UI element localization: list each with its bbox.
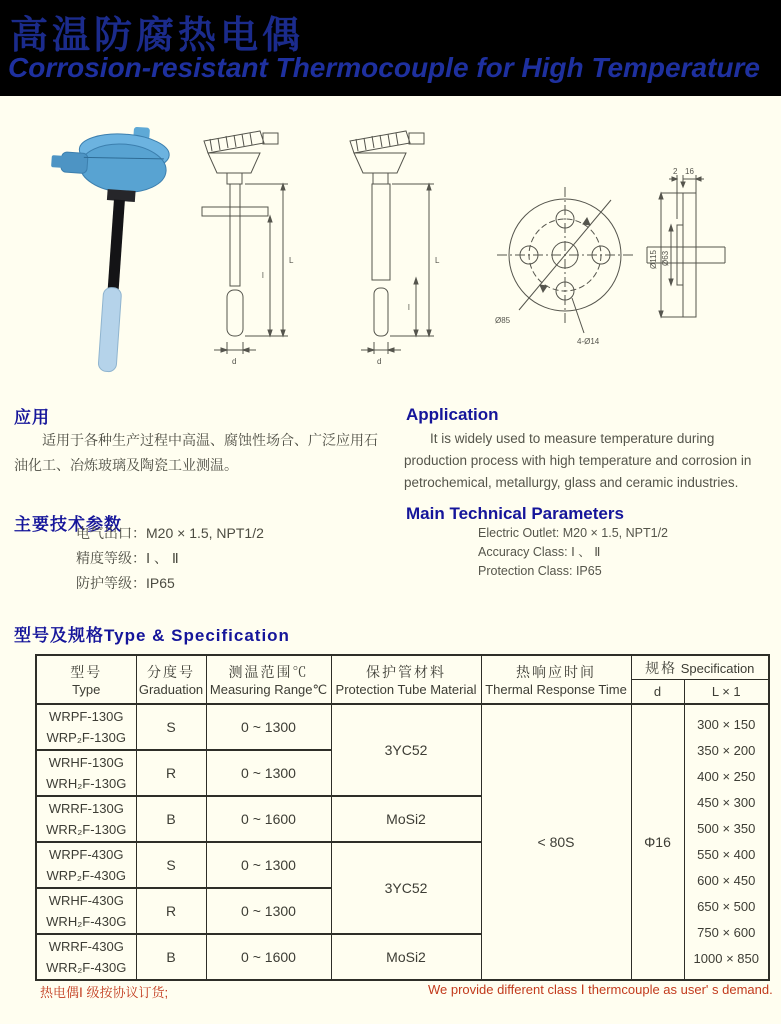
col-header-graduation: 分度号 Graduation — [136, 655, 206, 704]
flange-bolt-circle-label: Ø85 — [495, 316, 511, 325]
footer-note-cn: 热电偶Ⅰ 级按协议订货; — [40, 985, 169, 1000]
model-cell: WRHF-430G WRH₂F-430G — [36, 888, 136, 934]
flange-od-label: Ø115 — [649, 250, 658, 269]
page-header — [0, 0, 781, 96]
spec-heading-en: Type & Specification — [104, 626, 290, 645]
range-cell: 0 ~ 1300 — [206, 888, 331, 934]
drawing2-well — [372, 184, 390, 280]
parameters-list-en: Electric Outlet: M20 × 1.5, NPT1/2 Accuracy Class: Ⅰ 、 Ⅱ Protection Class: IP65 — [478, 526, 669, 578]
graduation-cell: S — [136, 704, 206, 750]
material-cell: 3YC52 — [331, 842, 481, 934]
flange-side-plate — [683, 193, 696, 317]
table-row — [36, 704, 769, 750]
col-header-range: 测温范围℃ Measuring Range℃ — [206, 655, 331, 704]
drawing1-dim-l-label: l — [262, 271, 264, 280]
response-time-cell: < 80S — [481, 704, 631, 980]
spec-table — [35, 654, 770, 981]
col-header-material: 保护管材料 Protection Tube Material — [331, 655, 481, 704]
drawing1-head-body — [208, 153, 260, 173]
col-header-lx1: L × 1 — [684, 680, 769, 705]
photo-stem — [107, 200, 125, 295]
flange-dimension-drawing — [485, 165, 747, 355]
application-heading-en: Application — [406, 405, 499, 424]
col-header-specification: 规格 Specification — [631, 655, 769, 680]
range-cell: 0 ~ 1600 — [206, 934, 331, 980]
model-cell: WRHF-130G WRH₂F-130G — [36, 750, 136, 796]
parameters-heading-cn: 主要技术参数 — [14, 515, 122, 534]
range-cell: 0 ~ 1600 — [206, 796, 331, 842]
photo-connector-nut — [51, 155, 64, 168]
flange-thickness-label: 16 — [685, 167, 694, 176]
material-cell: 3YC52 — [331, 704, 481, 796]
drawing2-screw-cap — [350, 131, 410, 153]
page-title-english: Corrosion-resistant Thermocouple for High Temperature — [8, 52, 760, 83]
photo-ceramic-probe — [98, 287, 122, 372]
flange-holes-label: 4-Ø14 — [577, 337, 600, 346]
photo-side-connector — [61, 152, 88, 174]
drawing1-conduit-fitting — [263, 133, 278, 144]
graduation-cell: R — [136, 750, 206, 796]
range-cell: 0 ~ 1300 — [206, 842, 331, 888]
length-spec-cell: 300 × 150 350 × 200 400 × 250 450 × 300 500 × 350 550 × 400 600 × 450 650 × 500 750 × 600 1000 × 850 — [684, 704, 769, 980]
drawing1-dim-d-label: d — [232, 357, 237, 366]
flange-hub-thickness-label: 2 — [673, 167, 678, 176]
drawing1-screw-cap — [204, 131, 264, 153]
graduation-cell: S — [136, 842, 206, 888]
graduation-cell: B — [136, 934, 206, 980]
thermocouple-drawing-flanged — [190, 128, 302, 380]
flange-side-hub — [677, 225, 683, 285]
application-body-en: It is widely used to measure temperature during production process with high temperature and corrosion in petrochemical, metallurgy, glass and ceramic industries. — [404, 431, 752, 490]
flange-diagonal-dim — [519, 200, 611, 310]
spec-heading — [14, 621, 290, 646]
drawing1-neck — [227, 173, 242, 184]
diameter-cell: Φ16 — [631, 704, 684, 980]
drawing2-tip — [374, 288, 388, 336]
range-cell: 0 ~ 1300 — [206, 750, 331, 796]
graduation-cell: B — [136, 796, 206, 842]
range-cell: 0 ~ 1300 — [206, 704, 331, 750]
model-cell: WRPF-430G WRP₂F-430G — [36, 842, 136, 888]
model-cell: WRRF-130G WRR₂F-130G — [36, 796, 136, 842]
application-heading-cn: 应用 — [14, 408, 50, 427]
page-title-chinese: 高温防腐热电偶 — [10, 15, 305, 57]
col-header-response: 热响应时间 Thermal Response Time — [481, 655, 631, 704]
material-cell: MoSi2 — [331, 796, 481, 842]
thermocouple-photo — [50, 126, 190, 378]
drawing1-tip — [227, 290, 243, 336]
parameters-heading-en: Main Technical Parameters — [406, 504, 624, 523]
graduation-cell: R — [136, 888, 206, 934]
drawing2-head-body — [354, 153, 406, 173]
footer-note-en: We provide different class Ⅰ thermcouple as user' s demand. — [428, 982, 773, 997]
application-body-cn: 适用于各种生产过程中高温、腐蚀性场合、广泛应用石油化工、冶炼玻璃及陶瓷工业测温。 — [14, 432, 378, 473]
col-header-d: d — [631, 680, 684, 705]
drawing2-dim-d-label: d — [377, 357, 382, 366]
model-cell: WRPF-130G WRP₂F-130G — [36, 704, 136, 750]
parameters-list-cn: 电气出口：M20 × 1.5, NPT1/2 精度等级：Ⅰ 、 Ⅱ 防护等级：IP65 — [76, 525, 264, 591]
drawing1-dim-L-label: L — [289, 256, 294, 265]
model-cell: WRRF-430G WRR₂F-430G — [36, 934, 136, 980]
flange-hub-od-label: Ø63 — [661, 250, 670, 266]
col-header-type: 型号 Type — [36, 655, 136, 704]
drawing2-dim-L-label: L — [435, 256, 440, 265]
drawing2-dim-l-label: l — [408, 303, 410, 312]
drawing2-neck — [373, 173, 388, 184]
spec-heading-cn: 型号及规格 — [14, 626, 104, 645]
drawing1-flange — [202, 207, 268, 216]
drawing1-tube — [230, 184, 240, 286]
material-cell: MoSi2 — [331, 934, 481, 980]
thermocouple-drawing-threaded — [336, 128, 448, 380]
drawing2-conduit-fitting — [409, 133, 424, 144]
